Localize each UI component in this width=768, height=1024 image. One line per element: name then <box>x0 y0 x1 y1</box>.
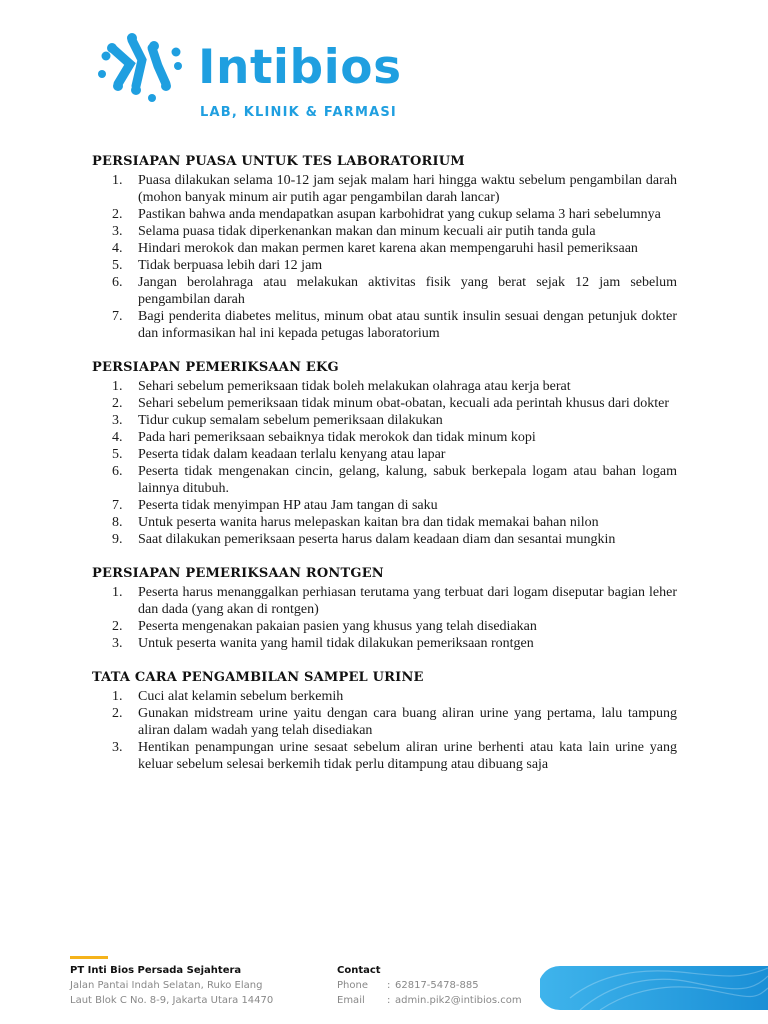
phone-value: 62817-5478-885 <box>395 980 479 991</box>
list-item <box>92 223 677 240</box>
list-number: 1. <box>112 689 123 704</box>
list-item-text: Untuk peserta wanita harus melepaskan kaitan bra dan tidak memakai bahan nilon <box>138 515 599 530</box>
list-item-text: Peserta tidak menyimpan HP atau Jam tangan di saku <box>138 498 438 513</box>
phone-separator: : <box>387 980 391 991</box>
address-line-2: Laut Blok C No. 8-9, Jakarta Utara 14470 <box>70 995 274 1006</box>
list-item <box>92 635 677 652</box>
list-number: 6. <box>112 275 123 290</box>
list-item <box>92 531 677 548</box>
list-number: 3. <box>112 413 123 428</box>
section-title: PERSIAPAN PUASA UNTUK TES LABORATORIUM <box>92 154 465 169</box>
list-item <box>92 497 677 514</box>
list-item-text: Cuci alat kelamin sebelum berkemih <box>138 689 344 704</box>
footer-contact <box>337 963 522 1008</box>
email-separator: : <box>387 995 391 1006</box>
list-number: 2. <box>112 207 123 222</box>
numbered-list <box>92 172 677 342</box>
phone-label: Phone <box>337 980 368 991</box>
contact-phone-row <box>337 978 522 993</box>
list-item <box>92 688 677 705</box>
section-puasa <box>92 153 677 342</box>
list-number: 1. <box>112 379 123 394</box>
list-number: 3. <box>112 224 123 239</box>
section-ekg <box>92 359 677 548</box>
list-number: 2. <box>112 706 123 721</box>
numbered-list <box>92 584 677 652</box>
list-item-text: Saat dilakukan pemeriksaan peserta harus dalam keadaan diam dan sesantai mungkin <box>138 532 616 547</box>
brand-tagline: LAB, KLINIK & FARMASI <box>200 105 397 120</box>
list-item-text: Peserta tidak dalam keadaan terlalu kenyang atau lapar <box>138 447 446 462</box>
list-item-text: Gunakan midstream urine yaitu dengan cara buang aliran urine yang pertama, lalu tampung aliran dalam wadah yang telah disediakan <box>138 706 677 738</box>
list-item <box>92 395 677 412</box>
list-item-text: Tidak berpuasa lebih dari 12 jam <box>138 258 323 273</box>
section-rontgen <box>92 565 677 652</box>
list-item-text: Sehari sebelum pemeriksaan tidak minum obat-obatan, kecuali ada perintah khusus dari dokter <box>138 396 670 411</box>
brand-logo <box>96 26 406 120</box>
list-item <box>92 618 677 635</box>
list-item-text: Selama puasa tidak diperkenankan makan dan minum kecuali air putih tanda gula <box>138 224 596 239</box>
list-item <box>92 206 677 223</box>
list-number: 8. <box>112 515 123 530</box>
list-item <box>92 172 677 206</box>
list-number: 6. <box>112 464 123 479</box>
numbered-list <box>92 688 677 773</box>
list-item <box>92 463 677 497</box>
section-title: PERSIAPAN PEMERIKSAAN EKG <box>92 360 339 375</box>
list-item <box>92 257 677 274</box>
list-item-text: Hentikan penampungan urine sesaat sebelum aliran urine berhenti atau kata lain urine yang keluar sebelum selesai berkemih tidak perlu ditampung atau dibuang saja <box>138 740 677 772</box>
footer-wave-decoration <box>540 964 768 1010</box>
list-number: 4. <box>112 241 123 256</box>
company-name: PT Inti Bios Persada Sejahtera <box>70 965 242 976</box>
list-item <box>92 412 677 429</box>
list-item-text: Peserta harus menanggalkan perhiasan terutama yang terbuat dari logam diseputar bagian leher dan dada (yang akan di rontgen) <box>138 585 677 617</box>
list-number: 2. <box>112 396 123 411</box>
contact-title: Contact <box>337 965 381 976</box>
list-number: 3. <box>112 740 123 755</box>
list-item <box>92 514 677 531</box>
list-item-text: Pastikan bahwa anda mendapatkan asupan karbohidrat yang cukup selama 3 hari sebelumnya <box>138 207 661 222</box>
list-item <box>92 378 677 395</box>
list-number: 7. <box>112 309 123 324</box>
list-item-text: Puasa dilakukan selama 10-12 jam sejak malam hari hingga waktu sebelum pengambilan darah (mohon banyak minum air putih agar pengambilan darah lancar) <box>138 173 677 205</box>
brand-name: Intibios <box>198 40 402 95</box>
email-label: Email <box>337 995 365 1006</box>
section-title: TATA CARA PENGAMBILAN SAMPEL URINE <box>92 670 424 685</box>
list-item <box>92 584 677 618</box>
list-item-text: Hindari merokok dan makan permen karet karena akan mempengaruhi hasil pemeriksaan <box>138 241 638 256</box>
list-number: 7. <box>112 498 123 513</box>
list-item-text: Bagi penderita diabetes melitus, minum obat atau suntik insulin sesuai dengan petunjuk dokter dan informasikan hal ini kepada petugas laboratorium <box>138 309 677 341</box>
list-number: 9. <box>112 532 123 547</box>
address-line-1: Jalan Pantai Indah Selatan, Ruko Elang <box>70 980 263 991</box>
footer-address <box>70 963 273 1008</box>
list-item <box>92 446 677 463</box>
list-item <box>92 308 677 342</box>
list-item <box>92 705 677 739</box>
list-item-text: Tidur cukup semalam sebelum pemeriksaan dilakukan <box>138 413 443 428</box>
list-number: 1. <box>112 585 123 600</box>
list-item-text: Peserta mengenakan pakaian pasien yang khusus yang telah disediakan <box>138 619 537 634</box>
list-number: 5. <box>112 258 123 273</box>
list-item <box>92 274 677 308</box>
section-urine <box>92 669 677 773</box>
list-item-text: Untuk peserta wanita yang hamil tidak dilakukan pemeriksaan rontgen <box>138 636 534 651</box>
list-item-text: Peserta tidak mengenakan cincin, gelang, kalung, sabuk berkepala logam atau bahan logam lainnya ditubuh. <box>138 464 677 496</box>
list-number: 4. <box>112 430 123 445</box>
list-item <box>92 240 677 257</box>
list-item <box>92 429 677 446</box>
list-item-text: Pada hari pemeriksaan sebaiknya tidak merokok dan tidak minum kopi <box>138 430 536 445</box>
intibios-logo-icon <box>96 26 188 106</box>
numbered-list <box>92 378 677 548</box>
list-number: 2. <box>112 619 123 634</box>
email-value: admin.pik2@intibios.com <box>395 995 522 1006</box>
footer-accent-bar <box>70 956 108 959</box>
list-item <box>92 739 677 773</box>
list-item-text: Sehari sebelum pemeriksaan tidak boleh melakukan olahraga atau kerja berat <box>138 379 571 394</box>
list-number: 1. <box>112 173 123 188</box>
list-number: 5. <box>112 447 123 462</box>
list-number: 3. <box>112 636 123 651</box>
list-item-text: Jangan berolahraga atau melakukan aktivitas fisik yang berat sejak 12 jam sebelum pengambilan darah <box>138 275 677 307</box>
document-body <box>92 153 677 790</box>
contact-email-row <box>337 993 522 1008</box>
section-title: PERSIAPAN PEMERIKSAAN RONTGEN <box>92 566 384 581</box>
